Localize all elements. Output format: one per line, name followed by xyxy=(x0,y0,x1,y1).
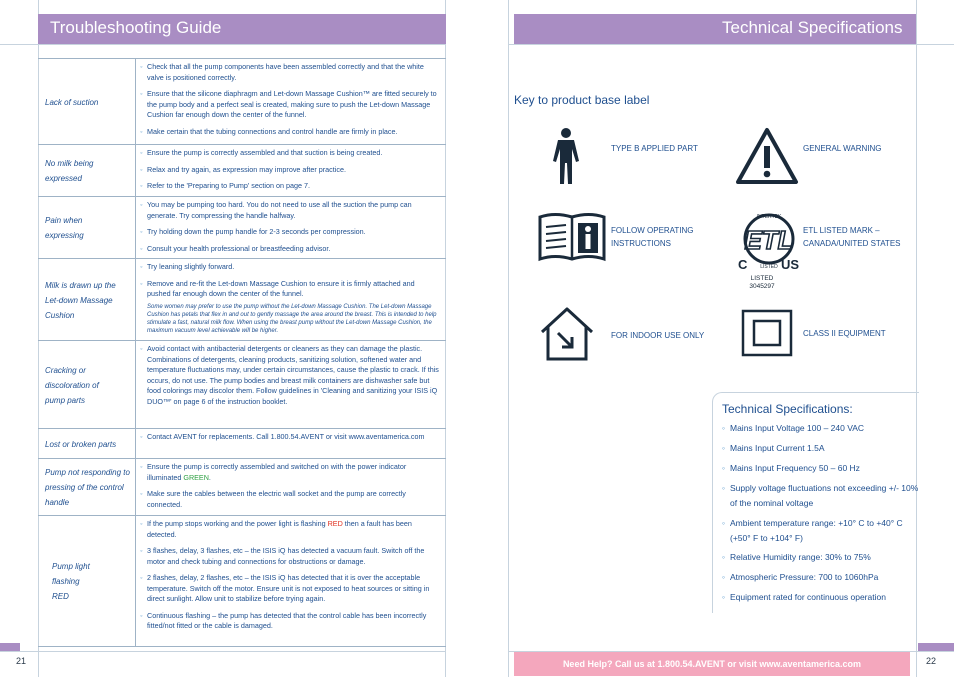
solution-item: ◦ Ensure that the silicone diaphragm and Let-down Massage Cushion™ are fitted securely to the pump body and a perfect seal is created, making sure to push the Let-down Massage Cushion far enough down the center of the funnel. xyxy=(140,89,440,121)
red-highlight: RED xyxy=(327,519,343,528)
problem-label: Cracking or discoloration of pump parts xyxy=(45,365,99,405)
green-highlight: GREEN xyxy=(183,472,209,482)
etl-c: C xyxy=(738,257,748,272)
problem-label: Lost or broken parts xyxy=(45,439,117,449)
warning-label: GENERAL WARNING xyxy=(803,144,882,153)
problem-label: Pain when expressing xyxy=(45,216,84,240)
class2-label: CLASS II EQUIPMENT xyxy=(803,329,886,338)
table-row xyxy=(38,196,446,259)
solution-item: ◦ Consult your health professional or breastfeeding advisor. xyxy=(140,244,440,255)
left-page-title: Troubleshooting Guide xyxy=(50,18,222,37)
table-row xyxy=(38,258,446,341)
solution-item: ◦ Make certain that the tubing connections and control handle are firmly in place. xyxy=(140,127,440,138)
problem-label: Pump not responding to pressing of the control handle xyxy=(45,468,130,507)
solution-item: ◦ If the pump stops working and the power light is flashing RED then a fault has been detected. xyxy=(140,519,440,540)
solution-item: ◦ 3 flashes, delay, 3 flashes, etc – the ISIS iQ has detected a vacuum fault. Switch off the motor and check tubing and connections for obstructions or damage. xyxy=(140,546,440,567)
spec-item: ◦ Supply voltage fluctuations not exceeding +/- 10% of the nominal voltage xyxy=(722,481,922,511)
solution-item: ◦ Avoid contact with antibacterial detergents or cleaners as they can damage the plastic. Combinations of detergents, cleaning products, sanitizing solution, softened water and temperature fluctuations may, under certain circumstances, cause the plastic to crack. If this occurs, do not use. The pump bodies and breast milk containers are dishwasher safe but food colorings may discolor them. Follow guidelines in 'Cleaning and sanitizing your ISIS iQ DUO™' on page 6 of the instruction booklet. xyxy=(140,344,440,407)
solution-item: ◦ Ensure the pump is correctly assembled and switched on with the power indicator illuminated GREEN. xyxy=(140,462,440,483)
etl-us: US xyxy=(781,257,800,272)
spec-item: ◦ Equipment rated for continuous operation xyxy=(722,590,930,605)
etl-label: ETL LISTED MARK – CANADA/UNITED STATES xyxy=(803,226,901,248)
problem-label: Milk is drawn up the Let-down Massage Cushion xyxy=(45,280,116,320)
table-row xyxy=(38,458,446,516)
table-row xyxy=(38,340,446,429)
follow-label: FOLLOW OPERATING INSTRUCTIONS xyxy=(611,226,694,248)
spec-item: ◦ Atmospheric Pressure: 700 to 1060hPa xyxy=(722,570,930,585)
right-page-number: 22 xyxy=(926,656,937,666)
indoor-label: FOR INDOOR USE ONLY xyxy=(611,331,705,340)
table-row xyxy=(38,144,446,197)
etl-listed-logo xyxy=(738,211,800,295)
key-title: Key to product base label xyxy=(514,93,650,107)
left-footer-rule xyxy=(0,651,446,652)
solution-note: Some women may prefer to use the pump without the Let-down Massage Cushion. The Let-down Massage Cushion has petals that flex in and out to gently massage the area around the breast. This is intended to help stimulate a fast, natural milk flow. When using the breast pump without the Let-down Massage Cushion, the maximum vacuum level achievable will be higher. xyxy=(147,303,437,334)
spec-item: ◦ Ambient temperature range: +10° C to +40° C (+50° F to +104° F) xyxy=(722,516,910,546)
right-header-rule xyxy=(508,44,954,45)
etl-intertek: INTERTEK xyxy=(756,214,782,220)
etl-listed-arc: LISTED xyxy=(760,264,778,270)
problem-label: No milk being expressed xyxy=(45,159,94,183)
left-page-number: 21 xyxy=(16,656,27,666)
warning-triangle-icon xyxy=(735,127,799,185)
right-page-title: Technical Specifications xyxy=(722,18,903,37)
solution-item: ◦ You may be pumping too hard. You do not need to use all the suction the pump can generate. Try compressing the handle halfway. xyxy=(140,200,440,221)
tech-specs-title: Technical Specifications: xyxy=(722,402,853,416)
solution-item: ◦ 2 flashes, delay, 2 flashes, etc – the ISIS iQ has detected that it is over the acceptable temperature. Switch off the motor. Ensure unit is not exposed to heat sources or sitting in direct sunlight. Allow unit to stabilize before trying again. xyxy=(140,573,440,605)
solution-item: ◦ Try holding down the pump handle for 2-3 seconds per compression. xyxy=(140,227,440,238)
instructions-book-icon xyxy=(537,211,607,263)
spec-item: ◦ Mains Input Frequency 50 – 60 Hz xyxy=(722,461,930,476)
class-ii-double-square-icon xyxy=(741,309,793,357)
spec-item: ◦ Mains Input Voltage 100 – 240 VAC xyxy=(722,421,930,436)
problem-label: Pump light flashing RED xyxy=(52,561,90,601)
etl-letters: ETL xyxy=(744,225,794,255)
help-text: Need Help? Call us at 1.800.54.AVENT or visit www.aventamerica.com xyxy=(562,659,862,669)
table-row xyxy=(38,515,446,647)
indoor-house-icon xyxy=(538,306,596,362)
etl-listed-number: LISTED 3045297 xyxy=(749,275,775,290)
left-page xyxy=(0,0,446,677)
type-b-label: TYPE B APPLIED PART xyxy=(611,144,698,153)
solution-item: ◦ Contact AVENT for replacements. Call 1.800.54.AVENT or visit www.aventamerica.com xyxy=(140,432,440,443)
help-bar xyxy=(514,652,910,676)
solution-item: ◦ Check that all the pump components have been assembled correctly and that the white valve is positioned correctly. xyxy=(140,62,440,83)
solution-item: ◦ Make sure the cables between the electric wall socket and the pump are correctly connected. xyxy=(140,489,440,510)
solution-item: ◦ Continuous flashing – the pump has detected that the control cable has been incorrectly fitted/not fitted or the cable is damaged. xyxy=(140,611,440,632)
left-header-rule xyxy=(0,44,446,45)
solution-item: ◦ Refer to the 'Preparing to Pump' section on page 7. xyxy=(140,181,440,192)
table-row xyxy=(38,428,446,459)
right-edge-line xyxy=(508,0,509,677)
solution-item: ◦ Try leaning slightly forward. xyxy=(140,262,440,273)
spec-item: ◦ Mains Input Current 1.5A xyxy=(722,441,930,456)
right-corner-tab xyxy=(918,643,954,651)
spec-item: ◦ Relative Humidity range: 30% to 75% xyxy=(722,550,930,565)
table-row xyxy=(38,58,446,145)
type-b-person-icon xyxy=(548,127,584,185)
left-corner-tab xyxy=(0,643,20,651)
problem-label: Lack of suction xyxy=(45,97,99,107)
solution-item: ◦ Relax and try again, as expression may improve after practice. xyxy=(140,165,440,176)
right-page xyxy=(508,0,954,677)
solution-item: ◦ Ensure the pump is correctly assembled and that suction is being created. xyxy=(140,148,440,159)
solution-item: ◦ Remove and re-fit the Let-down Massage Cushion to ensure it is firmly attached and pushed far enough down the center of the funnel. xyxy=(140,279,440,300)
